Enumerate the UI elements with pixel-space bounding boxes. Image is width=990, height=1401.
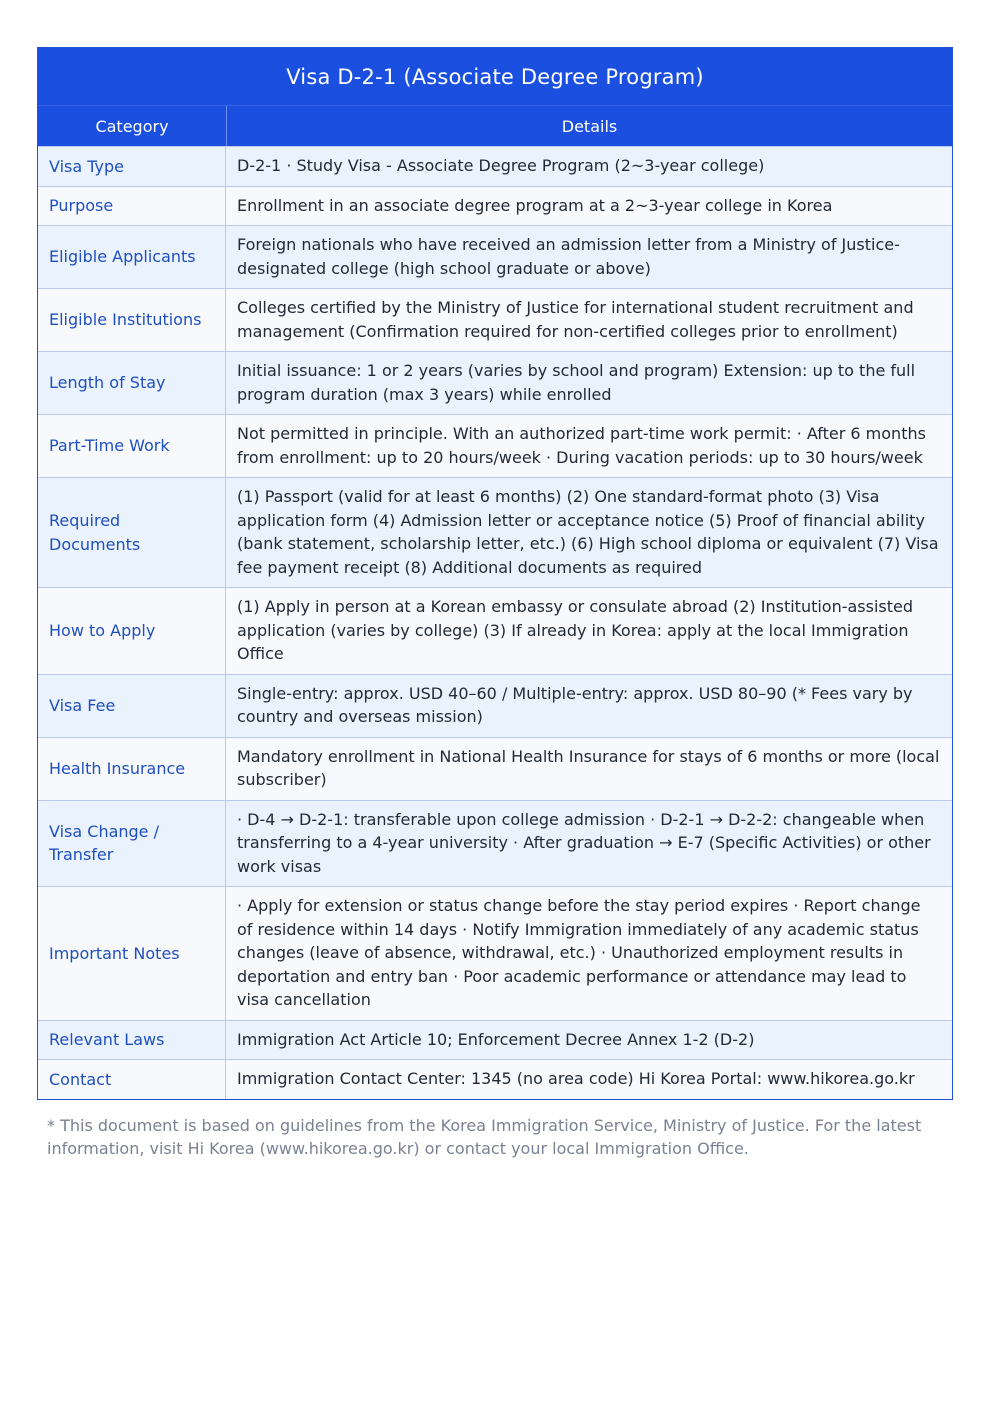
row-details: Immigration Act Article 10; Enforcement Decree Annex 1-2 (D-2)	[237, 1029, 755, 1049]
footnote: * This document is based on guidelines from the Korea Immigration Service, Ministry of Justice. For the latest information, visit Hi Korea (www.hikorea.go.kr) or contact your local Immigration Office.	[47, 1115, 922, 1158]
table-row	[38, 587, 952, 674]
row-details: · Apply for extension or status change before the stay period expires · Report change of residence within 14 days · Notify Immigration immediately of any academic status changes (leave of absence, withdrawal, etc.) · Unauthorized employment results in deportation and entry ban · Poor academic performance or attendance may lead to visa cancellation	[237, 896, 921, 1009]
row-category: Purpose	[38, 187, 226, 226]
row-details: Initial issuance: 1 or 2 years (varies by school and program) Extension: up to the full program duration (max 3 years) while enrolled	[237, 361, 916, 404]
row-category: Visa Fee	[38, 675, 226, 737]
row-category: Visa Change / Transfer	[38, 801, 226, 887]
table-row	[38, 1020, 952, 1060]
table-row	[38, 477, 952, 587]
header-details: Details	[561, 116, 618, 136]
table-header-row	[38, 105, 952, 146]
row-category: Length of Stay	[38, 352, 226, 414]
row-details: · D-4 → D-2-1: transferable upon college admission · D-2-1 → D-2-2: changeable when transferring to a 4-year university · After graduation → E-7 (Specific Activities) or other work visas	[237, 809, 931, 876]
row-details: Colleges certified by the Ministry of Justice for international student recruitment and management (Confirmation required for non-certified colleges prior to enrollment)	[237, 298, 914, 341]
table-row	[38, 288, 952, 351]
table-row	[38, 146, 952, 186]
row-details: Foreign nationals who have received an admission letter from a Ministry of Justice-designated college (high school graduate or above)	[237, 235, 900, 278]
row-details: (1) Apply in person at a Korean embassy or consulate abroad (2) Institution-assisted application (varies by college) (3) If already in Korea: apply at the local Immigration Office	[237, 597, 914, 663]
row-category: Contact	[38, 1060, 226, 1099]
table-row	[38, 225, 952, 288]
row-category: Important Notes	[38, 887, 226, 1020]
row-details: Enrollment in an associate degree program at a 2~3-year college in Korea	[237, 195, 833, 215]
document	[37, 47, 953, 1160]
table-row	[38, 800, 952, 887]
table-title: Visa D-2-1 (Associate Degree Program)	[38, 48, 952, 105]
visa-info-table	[37, 47, 953, 1100]
table-body	[38, 146, 952, 1099]
row-category: Eligible Institutions	[38, 289, 226, 351]
row-details: Not permitted in principle. With an authorized part-time work permit: · After 6 months from enrollment: up to 20 hours/week · During vacation periods: up to 30 hours/week	[237, 424, 926, 467]
row-details: Single-entry: approx. USD 40–60 / Multiple-entry: approx. USD 80–90 (* Fees vary by country and overseas mission)	[237, 683, 913, 726]
row-details: Immigration Contact Center: 1345 (no area code) Hi Korea Portal: www.hikorea.go.kr	[237, 1069, 915, 1088]
header-category: Category	[38, 106, 227, 146]
row-category: Health Insurance	[38, 738, 226, 800]
row-category: Eligible Applicants	[38, 226, 226, 288]
table-row	[38, 1059, 952, 1099]
row-category: How to Apply	[38, 588, 226, 674]
row-details: (1) Passport (valid for at least 6 months) (2) One standard-format photo (3) Visa application form (4) Admission letter or acceptance notice (5) Proof of financial ability (bank statement, scholarship letter, etc.) (6) High school diploma or equivalent (7) Visa fee payment receipt (8) Additional documents as required	[237, 487, 939, 577]
table-row	[38, 186, 952, 226]
table-row	[38, 737, 952, 800]
table-row	[38, 414, 952, 477]
row-details: Mandatory enrollment in National Health Insurance for stays of 6 months or more (local subscriber)	[237, 746, 940, 789]
table-row	[38, 351, 952, 414]
row-category: Part-Time Work	[38, 415, 226, 477]
row-category: Relevant Laws	[38, 1021, 226, 1060]
table-row	[38, 674, 952, 737]
table-row	[38, 886, 952, 1020]
row-details: D-2-1 · Study Visa - Associate Degree Program (2~3-year college)	[237, 156, 765, 175]
row-category: Visa Type	[38, 147, 226, 186]
row-category: Required Documents	[38, 478, 226, 587]
